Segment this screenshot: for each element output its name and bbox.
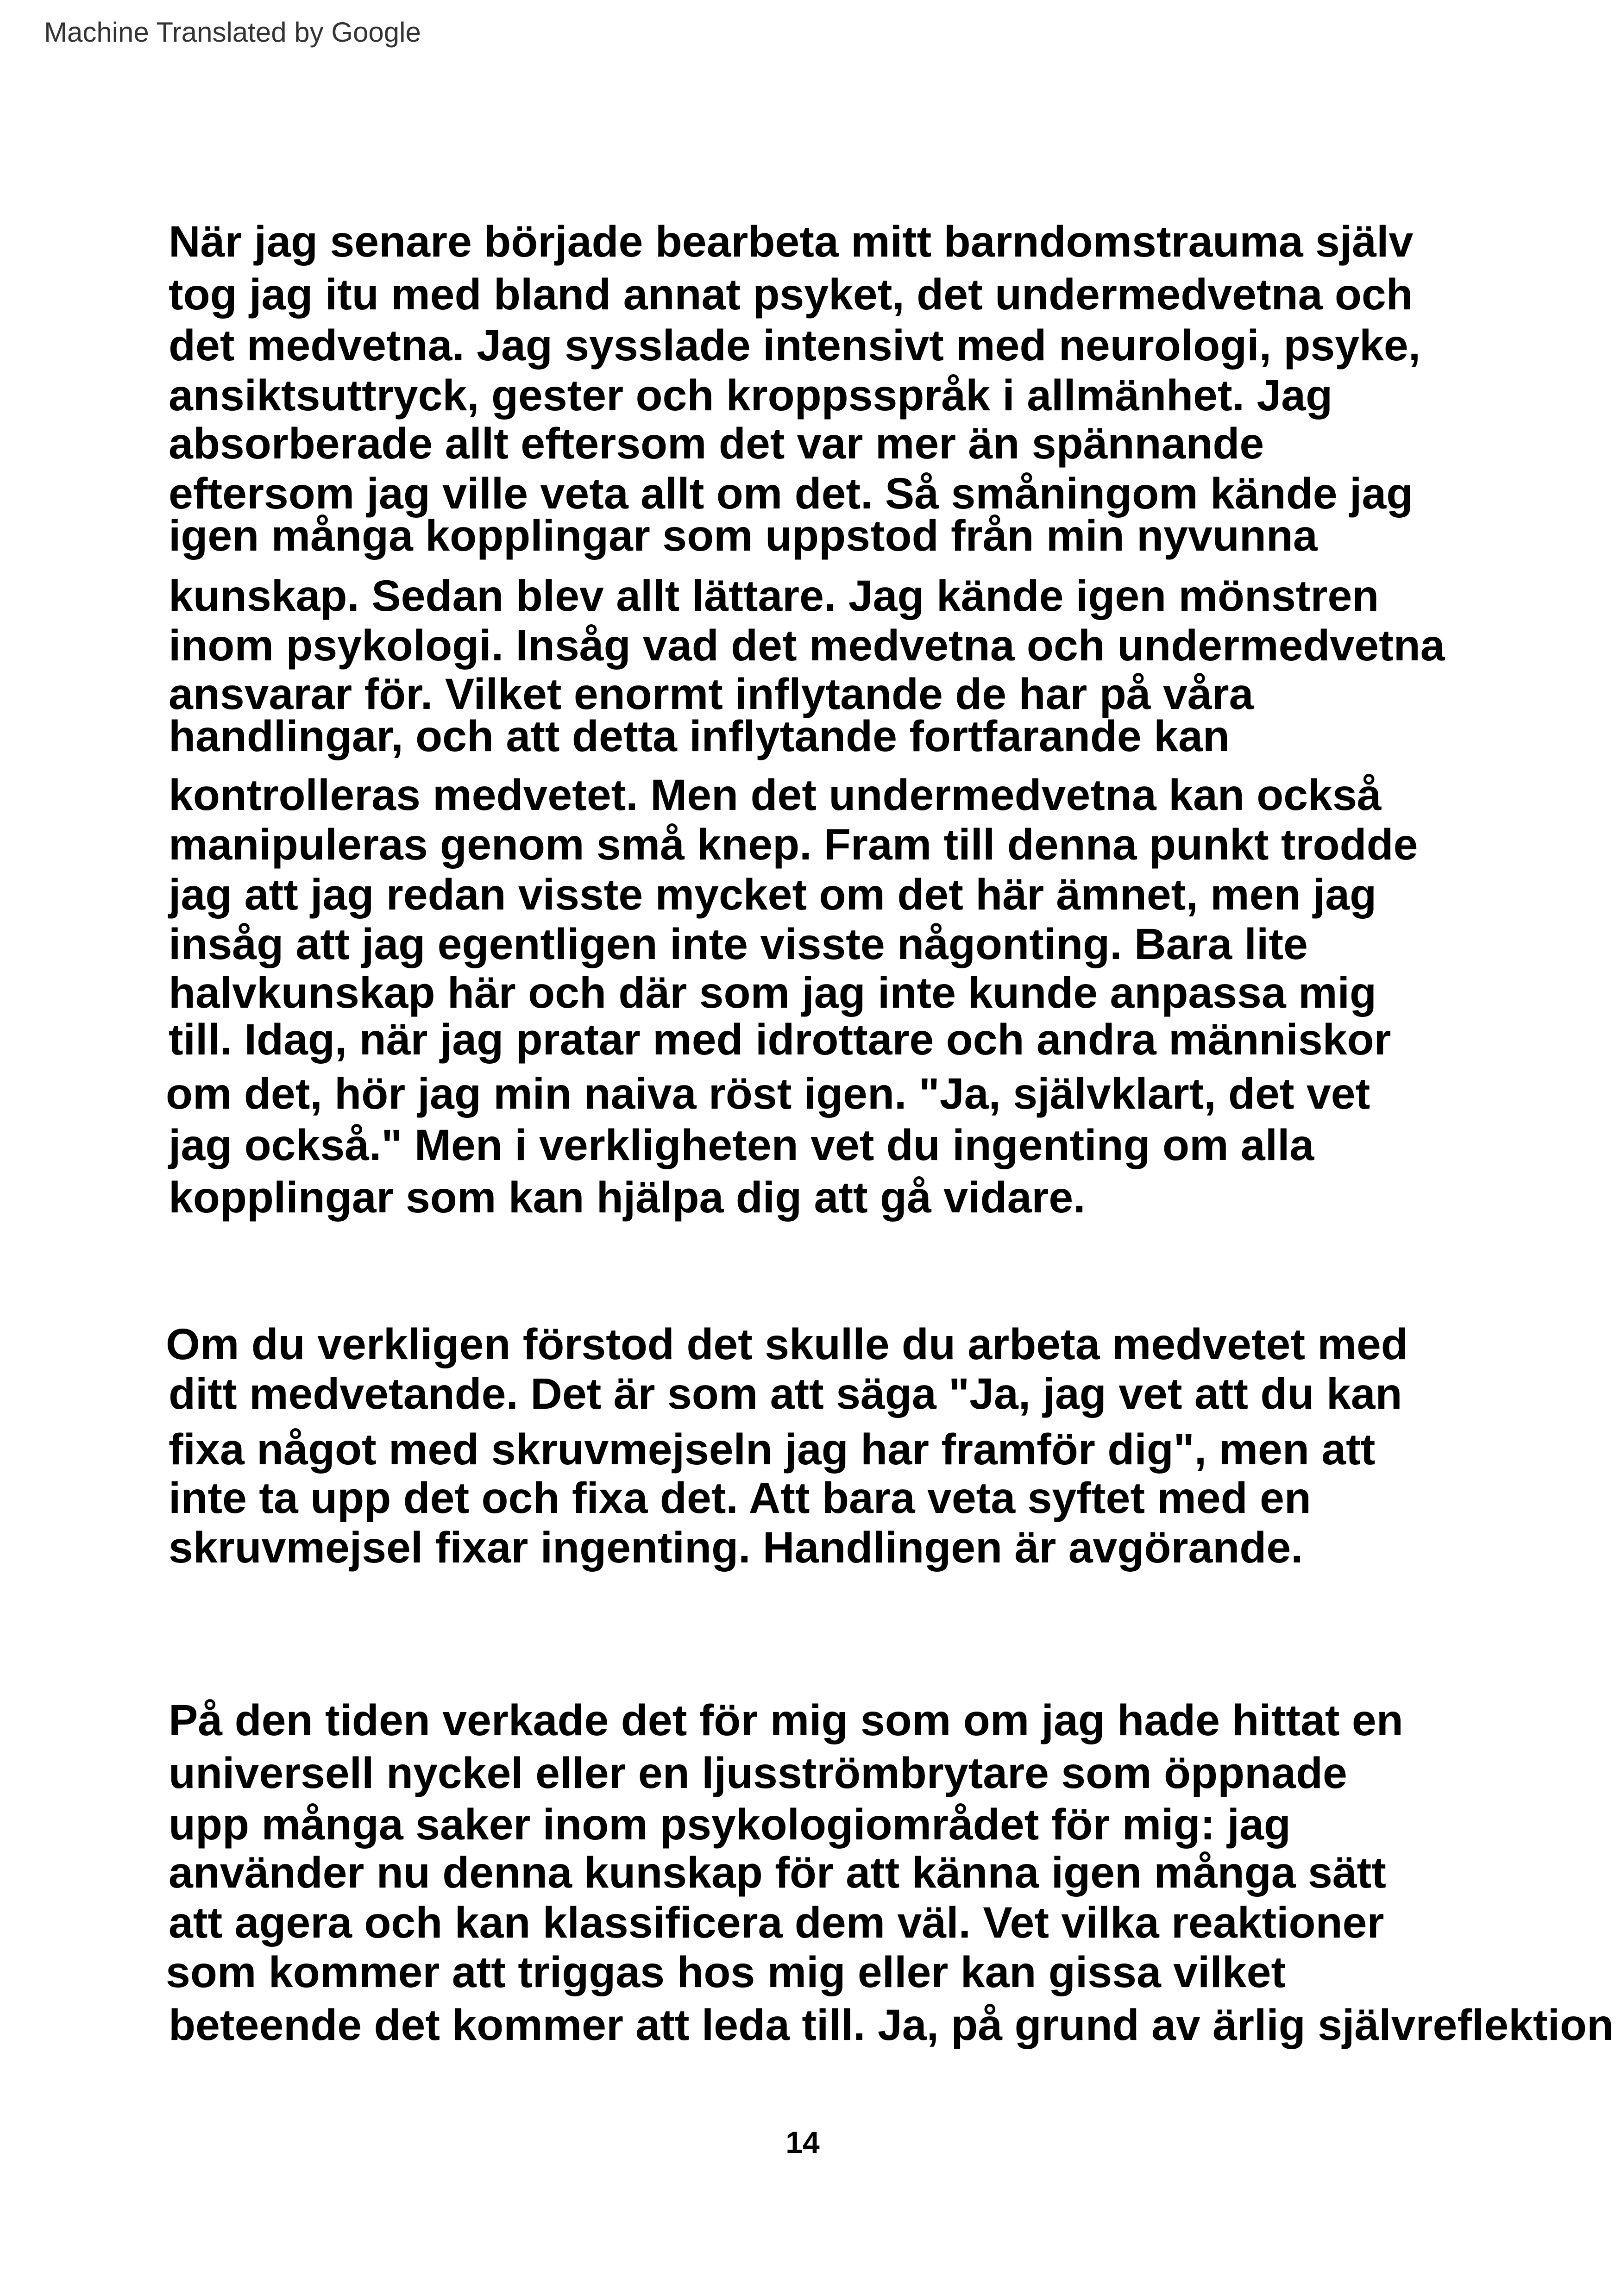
text-line: handlingar, och att detta inflytande fortfarande kan	[169, 712, 1230, 761]
text-line: till. Idag, när jag pratar med idrottare och andra människor	[169, 1015, 1391, 1064]
text-line: När jag senare började bearbeta mitt barndomstrauma själv	[169, 217, 1414, 266]
text-line: manipuleras genom små knep. Fram till denna punkt trodde	[169, 820, 1418, 869]
translation-note: Machine Translated by Google	[44, 17, 421, 48]
text-line: eftersom jag ville veta allt om det. Så småningom kände jag	[169, 469, 1414, 518]
text-line: kopplingar som kan hjälpa dig att gå vidare.	[169, 1173, 1086, 1222]
text-line: fixa något med skruvmejseln jag har framför dig", men att	[169, 1425, 1376, 1474]
text-line: kontrolleras medvetet. Men det undermedvetna kan också	[169, 771, 1382, 820]
text-line: universell nyckel eller en ljusströmbrytare som öppnade	[169, 1749, 1347, 1798]
text-line: igen många kopplingar som uppstod från min nyvunna	[169, 511, 1318, 560]
text-line: ansvarar för. Vilket enormt inflytande de har på våra	[169, 670, 1254, 719]
text-line: att agera och kan klassificera dem väl. Vet vilka reaktioner	[169, 1898, 1384, 1947]
text-line: ditt medvetande. Det är som att säga "Ja, jag vet att du kan	[169, 1369, 1402, 1418]
text-line: ansiktsuttryck, gester och kroppsspråk i allmänhet. Jag	[169, 371, 1333, 420]
text-line: jag också." Men i verkligheten vet du ingenting om alla	[169, 1121, 1314, 1170]
text-line: kunskap. Sedan blev allt lättare. Jag kände igen mönstren	[169, 571, 1379, 621]
text-line: absorberade allt eftersom det var mer än spännande	[169, 419, 1264, 468]
text-line: upp många saker inom psykologiområdet för mig: jag	[169, 1800, 1291, 1849]
text-line: det medvetna. Jag sysslade intensivt med neurologi, psyke,	[169, 321, 1421, 370]
text-line: Om du verkligen förstod det skulle du arbeta medvetet med	[166, 1320, 1408, 1369]
text-line: om det, hör jag min naiva röst igen. "Ja, självklart, det vet	[166, 1069, 1370, 1118]
text-line: På den tiden verkade det för mig som om jag hade hittat en	[169, 1696, 1403, 1745]
text-line: jag att jag redan visste mycket om det här ämnet, men jag	[169, 870, 1377, 919]
text-line: beteende det kommer att leda till. Ja, på grund av ärlig självreflektion	[169, 2001, 1614, 2050]
text-line: inte ta upp det och fixa det. Att bara veta syftet med en	[169, 1474, 1311, 1523]
text-line: halvkunskap här och där som jag inte kunde anpassa mig	[169, 968, 1377, 1017]
text-line: skruvmejsel fixar ingenting. Handlingen är avgörande.	[169, 1523, 1303, 1572]
text-line: som kommer att triggas hos mig eller kan gissa vilket	[166, 1948, 1286, 1997]
text-line: använder nu denna kunskap för att känna igen många sätt	[169, 1848, 1386, 1897]
text-line: tog jag itu med bland annat psyket, det undermedvetna och	[169, 270, 1413, 319]
page-number: 14	[785, 2125, 820, 2159]
text-line: inom psykologi. Insåg vad det medvetna och undermedvetna	[169, 621, 1445, 670]
text-line: insåg att jag egentligen inte visste någonting. Bara lite	[169, 920, 1308, 969]
